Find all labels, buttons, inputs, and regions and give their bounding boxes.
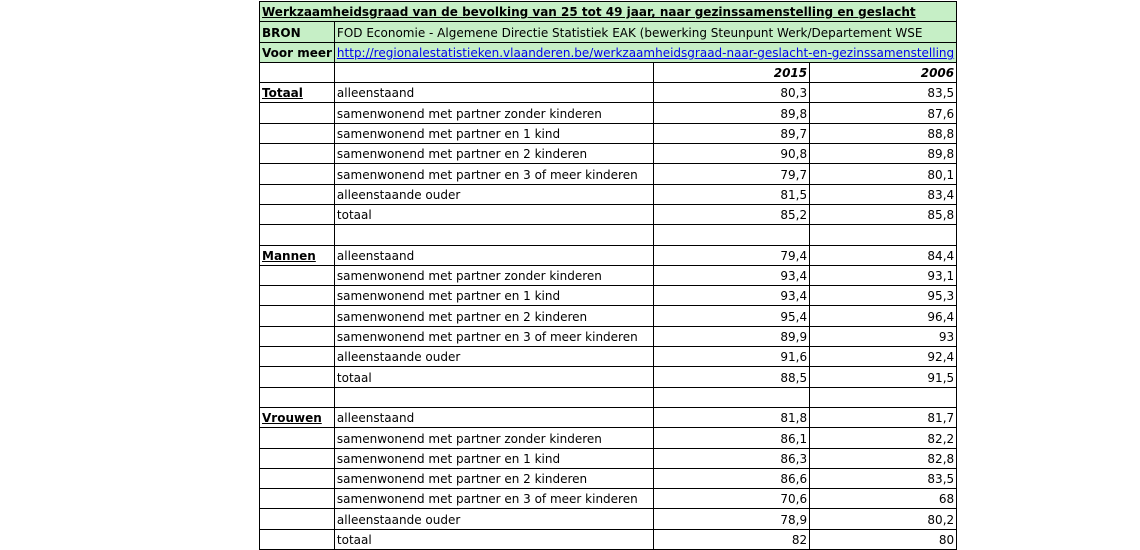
table-row (260, 489, 957, 509)
empty-cell[interactable] (260, 367, 335, 387)
table-row (260, 184, 957, 204)
spreadsheet (259, 1, 957, 550)
section-label-totaal[interactable]: Totaal (260, 83, 335, 103)
value-2015[interactable]: 81,5 (654, 184, 810, 204)
row-label[interactable]: alleenstaande ouder (334, 509, 653, 529)
row-label[interactable]: totaal (334, 529, 653, 549)
source-row (260, 22, 957, 42)
table-row (260, 428, 957, 448)
empty-cell[interactable] (260, 448, 335, 468)
source-text[interactable]: FOD Economie - Algemene Directie Statistiek EAK (bewerking Steunpunt Werk/Departement WSE (334, 22, 956, 42)
empty-cell[interactable] (260, 326, 335, 346)
value-2015[interactable]: 86,6 (654, 468, 810, 488)
empty-cell[interactable] (260, 103, 335, 123)
value-2006[interactable]: 92,4 (810, 347, 957, 367)
row-label[interactable]: alleenstaande ouder (334, 347, 653, 367)
value-2015[interactable]: 81,8 (654, 407, 810, 427)
table-row (260, 448, 957, 468)
table-row (260, 326, 957, 346)
value-2015[interactable]: 70,6 (654, 489, 810, 509)
value-2006[interactable]: 83,4 (810, 184, 957, 204)
value-2006[interactable]: 93 (810, 326, 957, 346)
value-2006[interactable]: 96,4 (810, 306, 957, 326)
table-row (260, 509, 957, 529)
empty-cell[interactable] (260, 468, 335, 488)
value-2006[interactable]: 84,4 (810, 245, 957, 265)
table-row (260, 83, 957, 103)
table-body (260, 2, 957, 550)
row-label[interactable]: alleenstaand (334, 407, 653, 427)
empty-cell[interactable] (260, 306, 335, 326)
table-row (260, 286, 957, 306)
value-2006[interactable]: 83,5 (810, 83, 957, 103)
table-row (260, 245, 957, 265)
value-2015[interactable]: 90,8 (654, 144, 810, 164)
value-2015[interactable]: 80,3 (654, 83, 810, 103)
value-2015[interactable]: 91,6 (654, 347, 810, 367)
empty-cell[interactable] (260, 428, 335, 448)
row-label[interactable]: samenwonend met partner en 1 kind (334, 123, 653, 143)
row-label[interactable]: samenwonend met partner en 1 kind (334, 448, 653, 468)
table-row (260, 265, 957, 285)
table-row (260, 204, 957, 224)
row-label[interactable]: samenwonend met partner en 2 kinderen (334, 468, 653, 488)
table-row (260, 367, 957, 387)
table-row (260, 123, 957, 143)
empty-cell[interactable] (810, 387, 957, 407)
empty-cell[interactable] (260, 509, 335, 529)
sheet-title[interactable]: Werkzaamheidsgraad van de bevolking van 25 tot 49 jaar, naar gezinssamenstelling en geslacht (260, 2, 957, 22)
empty-cell[interactable] (260, 225, 335, 245)
empty-cell[interactable] (334, 62, 653, 82)
value-2015[interactable]: 93,4 (654, 286, 810, 306)
row-label[interactable]: alleenstaande ouder (334, 184, 653, 204)
value-2015[interactable]: 89,7 (654, 123, 810, 143)
empty-cell[interactable] (334, 387, 653, 407)
empty-cell[interactable] (260, 184, 335, 204)
value-2015[interactable]: 95,4 (654, 306, 810, 326)
table-row (260, 347, 957, 367)
spacer-row (260, 225, 957, 245)
empty-cell[interactable] (260, 123, 335, 143)
value-2006[interactable]: 81,7 (810, 407, 957, 427)
year-header-2006[interactable]: 2006 (810, 62, 957, 82)
value-2015[interactable]: 79,4 (654, 245, 810, 265)
value-2006[interactable]: 68 (810, 489, 957, 509)
value-2015[interactable]: 79,7 (654, 164, 810, 184)
value-2015[interactable]: 89,9 (654, 326, 810, 346)
empty-cell[interactable] (654, 387, 810, 407)
value-2006[interactable]: 95,3 (810, 286, 957, 306)
value-2015[interactable]: 88,5 (654, 367, 810, 387)
row-label[interactable]: samenwonend met partner en 3 of meer kinderen (334, 489, 653, 509)
value-2006[interactable]: 88,8 (810, 123, 957, 143)
row-label[interactable]: samenwonend met partner zonder kinderen (334, 103, 653, 123)
empty-cell[interactable] (260, 489, 335, 509)
value-2015[interactable]: 85,2 (654, 204, 810, 224)
value-2015[interactable]: 86,3 (654, 448, 810, 468)
empty-cell[interactable] (260, 286, 335, 306)
value-2015[interactable]: 86,1 (654, 428, 810, 448)
section-label-vrouwen[interactable]: Vrouwen (260, 407, 335, 427)
section-label-mannen[interactable]: Mannen (260, 245, 335, 265)
table-row (260, 164, 957, 184)
data-table (259, 1, 957, 550)
table-row (260, 103, 957, 123)
table-row (260, 529, 957, 549)
title-row (260, 2, 957, 22)
source-label[interactable]: BRON (260, 22, 335, 42)
row-label[interactable]: samenwonend met partner zonder kinderen (334, 428, 653, 448)
year-header-row (260, 62, 957, 82)
value-2006[interactable]: 82,2 (810, 428, 957, 448)
empty-cell[interactable] (810, 225, 957, 245)
value-2015[interactable]: 93,4 (654, 265, 810, 285)
value-2006[interactable]: 80,2 (810, 509, 957, 529)
value-2015[interactable]: 82 (654, 529, 810, 549)
value-2015[interactable]: 78,9 (654, 509, 810, 529)
value-2015[interactable]: 89,8 (654, 103, 810, 123)
value-2006[interactable]: 83,5 (810, 468, 957, 488)
empty-cell[interactable] (260, 62, 335, 82)
row-label[interactable]: samenwonend met partner en 1 kind (334, 286, 653, 306)
table-row (260, 306, 957, 326)
value-2006[interactable]: 91,5 (810, 367, 957, 387)
value-2006[interactable]: 93,1 (810, 265, 957, 285)
more-info-link[interactable]: http://regionalestatistieken.vlaanderen.be/werkzaamheidsgraad-naar-geslacht-en-gezinssamenstelling (334, 42, 956, 62)
empty-cell[interactable] (260, 144, 335, 164)
year-header-2015[interactable]: 2015 (654, 62, 810, 82)
empty-cell[interactable] (260, 529, 335, 549)
row-label[interactable]: samenwonend met partner zonder kinderen (334, 265, 653, 285)
row-label[interactable]: samenwonend met partner en 3 of meer kinderen (334, 164, 653, 184)
empty-cell[interactable] (334, 225, 653, 245)
more-info-row (260, 42, 957, 62)
row-label[interactable]: samenwonend met partner en 3 of meer kinderen (334, 326, 653, 346)
table-row (260, 144, 957, 164)
empty-cell[interactable] (260, 204, 335, 224)
row-label[interactable]: alleenstaand (334, 83, 653, 103)
row-label[interactable]: totaal (334, 367, 653, 387)
value-2006[interactable]: 89,8 (810, 144, 957, 164)
table-row (260, 468, 957, 488)
more-info-label[interactable]: Voor meer (260, 42, 335, 62)
row-label[interactable]: alleenstaand (334, 245, 653, 265)
empty-cell[interactable] (654, 225, 810, 245)
row-label[interactable]: samenwonend met partner en 2 kinderen (334, 306, 653, 326)
empty-cell[interactable] (260, 387, 335, 407)
row-label[interactable]: samenwonend met partner en 2 kinderen (334, 144, 653, 164)
empty-cell[interactable] (260, 164, 335, 184)
value-2006[interactable]: 87,6 (810, 103, 957, 123)
empty-cell[interactable] (260, 265, 335, 285)
value-2006[interactable]: 80 (810, 529, 957, 549)
row-label[interactable]: totaal (334, 204, 653, 224)
value-2006[interactable]: 82,8 (810, 448, 957, 468)
table-row (260, 407, 957, 427)
empty-cell[interactable] (260, 347, 335, 367)
value-2006[interactable]: 85,8 (810, 204, 957, 224)
value-2006[interactable]: 80,1 (810, 164, 957, 184)
spacer-row (260, 387, 957, 407)
